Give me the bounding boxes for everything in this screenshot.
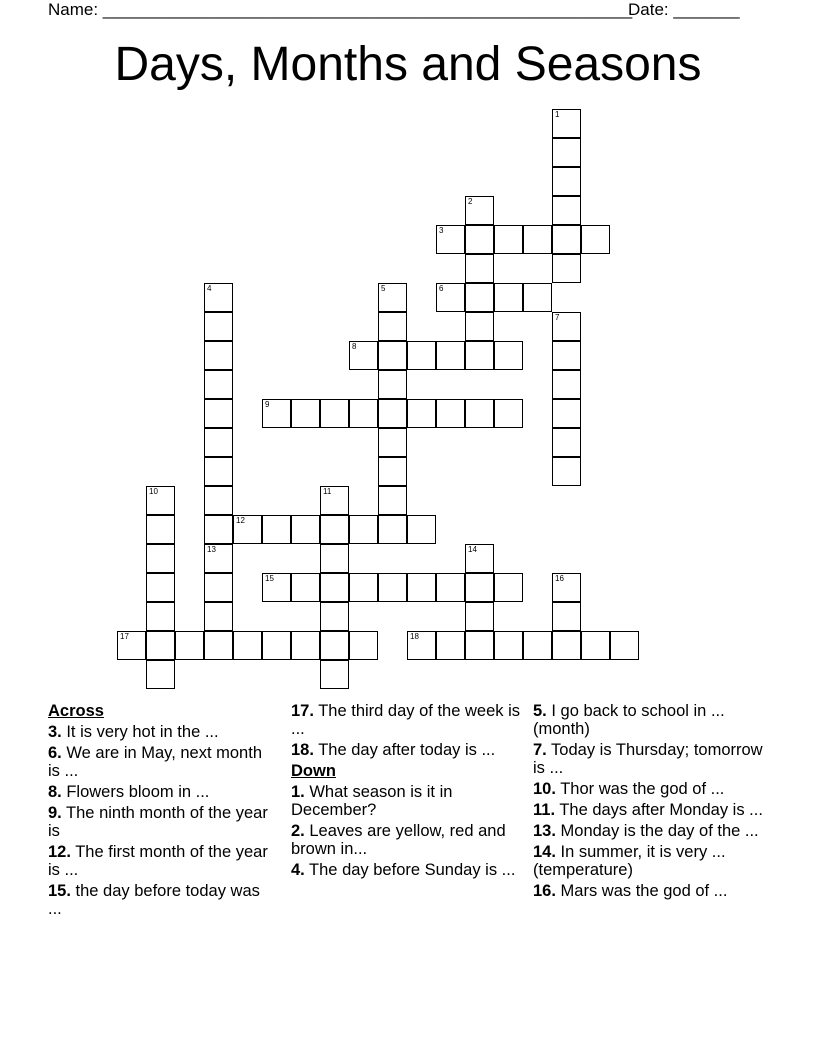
crossword-cell[interactable] [262, 515, 291, 544]
crossword-cell[interactable] [378, 370, 407, 399]
crossword-cell[interactable] [320, 602, 349, 631]
clue-number: 8. [48, 783, 62, 801]
crossword-cell[interactable] [204, 370, 233, 399]
crossword-cell[interactable] [291, 515, 320, 544]
crossword-cell[interactable] [552, 573, 581, 602]
crossword-cell[interactable] [552, 341, 581, 370]
crossword-cell[interactable] [349, 515, 378, 544]
crossword-cell[interactable] [349, 631, 378, 660]
crossword-cell[interactable] [320, 544, 349, 573]
clue-item [291, 702, 521, 738]
clue-text: I go back to school in ... (month) [533, 702, 725, 738]
crossword-cell[interactable] [494, 225, 523, 254]
crossword-cell[interactable] [610, 631, 639, 660]
cell-number: 11 [323, 487, 332, 496]
crossword-cell[interactable] [436, 631, 465, 660]
clue-item [291, 783, 521, 819]
clue-text: The third day of the week is ... [291, 702, 520, 738]
crossword-cell[interactable] [378, 341, 407, 370]
crossword-cell[interactable] [407, 399, 436, 428]
crossword-cell[interactable] [233, 631, 262, 660]
page-title: Days, Months and Seasons [114, 38, 702, 91]
crossword-cell[interactable] [204, 399, 233, 428]
crossword-cell[interactable] [378, 573, 407, 602]
crossword-cell[interactable] [552, 225, 581, 254]
crossword-cell[interactable] [378, 457, 407, 486]
clue-number: 17. [291, 702, 314, 720]
crossword-cell[interactable] [262, 399, 291, 428]
crossword-cell[interactable] [204, 602, 233, 631]
cell-number: 17 [120, 632, 129, 641]
clue-number: 9. [48, 804, 62, 822]
clue-text: The ninth month of the year is [48, 804, 268, 840]
crossword-cell[interactable] [494, 399, 523, 428]
clue-item [48, 744, 278, 780]
date-line[interactable]: Date: _______ [628, 0, 740, 19]
crossword-cell[interactable] [494, 283, 523, 312]
crossword-cell[interactable] [320, 660, 349, 689]
crossword-cell[interactable] [465, 196, 494, 225]
crossword-cell[interactable] [262, 631, 291, 660]
clue-number: 15. [48, 882, 71, 900]
crossword-cell[interactable] [378, 283, 407, 312]
crossword-cell[interactable] [175, 631, 204, 660]
clue-text: Flowers bloom in ... [61, 783, 210, 801]
crossword-cell[interactable] [436, 225, 465, 254]
clue-number: 6. [48, 744, 62, 762]
cell-number: 18 [410, 632, 419, 641]
crossword-cell[interactable] [233, 515, 262, 544]
crossword-cell[interactable] [407, 631, 436, 660]
cell-number: 14 [468, 545, 477, 554]
crossword-cell[interactable] [436, 283, 465, 312]
clue-item [291, 861, 521, 879]
crossword-cell[interactable] [204, 428, 233, 457]
clue-number: 13. [533, 822, 556, 840]
crossword-cell[interactable] [552, 138, 581, 167]
clue-item [533, 801, 763, 819]
cell-number: 1 [555, 110, 560, 119]
crossword-cell[interactable] [436, 399, 465, 428]
crossword-cell[interactable] [146, 544, 175, 573]
clue-text: the day before today was ... [48, 882, 260, 918]
cell-number: 6 [439, 284, 444, 293]
cell-number: 8 [352, 342, 357, 351]
cell-number: 16 [555, 574, 564, 583]
crossword-cell[interactable] [552, 312, 581, 341]
crossword-cell[interactable] [552, 254, 581, 283]
clue-text: The days after Monday is ... [555, 801, 763, 819]
crossword-cell[interactable] [552, 602, 581, 631]
crossword-cell[interactable] [204, 631, 233, 660]
crossword-cell[interactable] [552, 109, 581, 138]
crossword-cell[interactable] [465, 573, 494, 602]
crossword-cell[interactable] [407, 341, 436, 370]
crossword-cell[interactable] [465, 602, 494, 631]
crossword-cell[interactable] [581, 225, 610, 254]
clue-item [48, 783, 278, 801]
crossword-cell[interactable] [146, 660, 175, 689]
crossword-cell[interactable] [117, 631, 146, 660]
clue-text: What season is it in December? [291, 783, 453, 819]
clue-number: 2. [291, 822, 305, 840]
clue-number: 10. [533, 780, 556, 798]
clues-column-2 [291, 702, 521, 882]
crossword-cell[interactable] [407, 515, 436, 544]
crossword-cell[interactable] [320, 515, 349, 544]
clue-text: Today is Thursday; tomorrow is ... [533, 741, 763, 777]
crossword-cell[interactable] [552, 457, 581, 486]
crossword-cell[interactable] [465, 341, 494, 370]
clue-text: The first month of the year is ... [48, 843, 268, 879]
crossword-cell[interactable] [552, 167, 581, 196]
clue-number: 5. [533, 702, 547, 720]
cell-number: 7 [555, 313, 560, 322]
crossword-cell[interactable] [204, 573, 233, 602]
crossword-cell[interactable] [494, 573, 523, 602]
crossword-cell[interactable] [204, 341, 233, 370]
crossword-cell[interactable] [146, 631, 175, 660]
crossword-cell[interactable] [204, 515, 233, 544]
crossword-cell[interactable] [552, 428, 581, 457]
cell-number: 3 [439, 226, 444, 235]
crossword-cell[interactable] [407, 573, 436, 602]
clue-number: 18. [291, 741, 314, 759]
clue-number: 3. [48, 723, 62, 741]
crossword-cell[interactable] [465, 312, 494, 341]
clue-item [533, 882, 763, 900]
crossword-cell[interactable] [204, 544, 233, 573]
crossword-cell[interactable] [291, 573, 320, 602]
crossword-cell[interactable] [436, 341, 465, 370]
clue-item [533, 843, 763, 879]
cell-number: 10 [149, 487, 158, 496]
crossword-cell[interactable] [465, 254, 494, 283]
clue-item [48, 882, 278, 918]
crossword-cell[interactable] [436, 573, 465, 602]
crossword-cell[interactable] [146, 602, 175, 631]
crossword-cell[interactable] [494, 631, 523, 660]
crossword-cell[interactable] [581, 631, 610, 660]
clue-item [48, 723, 278, 741]
clue-item [533, 741, 763, 777]
crossword-cell[interactable] [465, 283, 494, 312]
cell-number: 4 [207, 284, 212, 293]
crossword-cell[interactable] [552, 631, 581, 660]
clue-text: It is very hot in the ... [61, 723, 219, 741]
crossword-cell[interactable] [349, 341, 378, 370]
crossword-cell[interactable] [349, 399, 378, 428]
clue-text: The day after today is ... [313, 741, 496, 759]
clue-number: 16. [533, 882, 556, 900]
crossword-cell[interactable] [465, 399, 494, 428]
crossword-cell[interactable] [378, 515, 407, 544]
crossword-cell[interactable] [552, 370, 581, 399]
clues-column-1 [48, 702, 278, 921]
cell-number: 12 [236, 516, 245, 525]
crossword-cell[interactable] [204, 283, 233, 312]
clue-text: Mars was the god of ... [555, 882, 728, 900]
crossword-cell[interactable] [465, 544, 494, 573]
crossword-cell[interactable] [552, 399, 581, 428]
clue-text: Thor was the god of ... [555, 780, 725, 798]
crossword-cell[interactable] [523, 283, 552, 312]
crossword-cell[interactable] [494, 341, 523, 370]
clue-number: 4. [291, 861, 305, 879]
clues-column-3 [533, 702, 763, 903]
clue-number: 1. [291, 783, 305, 801]
cell-number: 9 [265, 400, 270, 409]
cell-number: 13 [207, 545, 216, 554]
cell-number: 2 [468, 197, 473, 206]
crossword-cell[interactable] [204, 312, 233, 341]
crossword-cell[interactable] [291, 399, 320, 428]
crossword-cell[interactable] [465, 631, 494, 660]
clue-item [291, 822, 521, 858]
crossword-cell[interactable] [204, 486, 233, 515]
crossword-cell[interactable] [262, 573, 291, 602]
clue-text: The day before Sunday is ... [304, 861, 516, 879]
clue-text: In summer, it is very ... (temperature) [533, 843, 726, 879]
clue-text: We are in May, next month is ... [48, 744, 262, 780]
crossword-cell[interactable] [320, 573, 349, 602]
crossword-cell[interactable] [291, 631, 320, 660]
crossword-cell[interactable] [320, 631, 349, 660]
clue-number: 12. [48, 843, 71, 861]
cell-number: 15 [265, 574, 274, 583]
crossword-cell[interactable] [523, 225, 552, 254]
crossword-cell[interactable] [146, 573, 175, 602]
crossword-cell[interactable] [523, 631, 552, 660]
clue-item [291, 741, 521, 759]
crossword-cell[interactable] [320, 399, 349, 428]
cell-number: 5 [381, 284, 386, 293]
clue-number: 14. [533, 843, 556, 861]
across-heading: Across [48, 702, 104, 720]
crossword-cell[interactable] [378, 399, 407, 428]
down-heading: Down [291, 762, 336, 780]
clue-number: 7. [533, 741, 547, 759]
clue-text: Leaves are yellow, red and brown in... [291, 822, 506, 858]
crossword-cell[interactable] [146, 515, 175, 544]
crossword-cell[interactable] [204, 457, 233, 486]
clue-item [48, 804, 278, 840]
clue-item [533, 822, 763, 840]
crossword-cell[interactable] [378, 486, 407, 515]
crossword-cell[interactable] [378, 312, 407, 341]
clue-number: 11. [533, 801, 556, 819]
clue-item [533, 702, 763, 738]
crossword-cell[interactable] [378, 428, 407, 457]
name-line[interactable]: Name: ________________________________________________________ [48, 0, 633, 19]
crossword-cell[interactable] [349, 573, 378, 602]
crossword-cell[interactable] [320, 486, 349, 515]
clue-text: Monday is the day of the ... [555, 822, 759, 840]
clue-item [533, 780, 763, 798]
crossword-cell[interactable] [146, 486, 175, 515]
crossword-cell[interactable] [552, 196, 581, 225]
clue-item [48, 843, 278, 879]
crossword-cell[interactable] [465, 225, 494, 254]
